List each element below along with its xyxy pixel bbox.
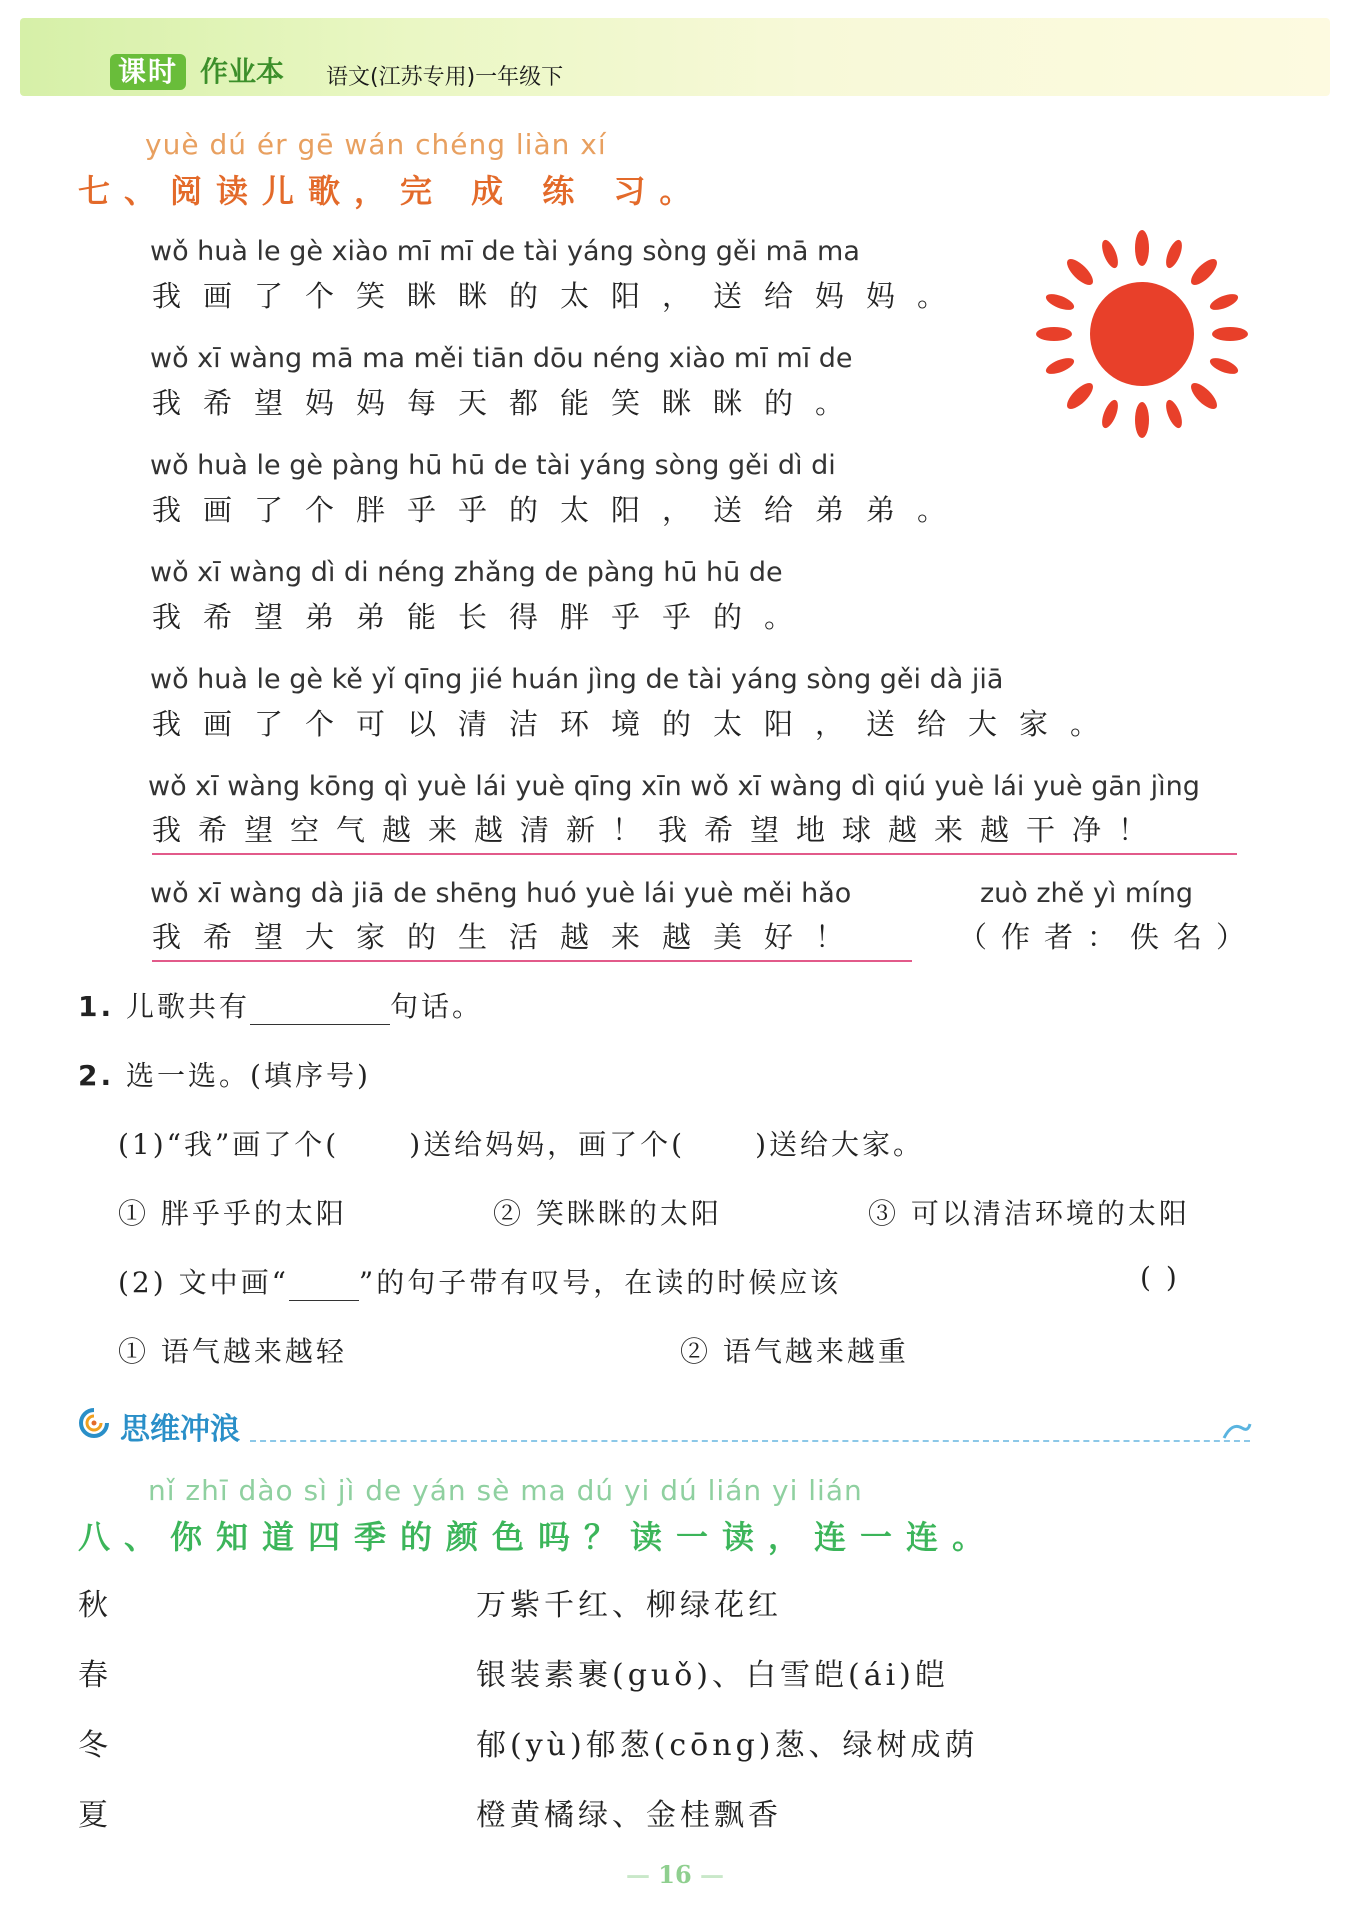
question-2-1 [118,1123,924,1163]
option-3: ③ 可以清洁环境的太阳 [868,1197,1190,1230]
sun-icon [1030,230,1250,440]
question-1-pre: 儿歌共有 [126,990,251,1023]
question-2 [78,1054,371,1094]
thinking-label: 思维冲浪 [120,1412,240,1447]
section8-pinyin: nǐ zhī dào sì jì de yán sè ma dú yi dú lián yi lián [148,1474,863,1507]
logo-keshi: 课时 [110,54,186,90]
question-1-post: 句话。 [390,990,484,1023]
poem-line-4: 我希望弟弟能长得胖乎乎的。 [152,600,816,634]
swirl-icon [74,1406,112,1440]
poem-pinyin-1: wǒ huà le gè xiào mī mī de tài yáng sòng gěi mā ma [150,236,860,267]
underline-sample [289,1274,359,1301]
description-3[interactable]: 郁(yù)郁葱(cōng)葱、绿树成荫 [476,1728,979,1763]
page-number: — 16 — [625,1860,725,1889]
poem-pinyin-3: wǒ huà le gè pàng hū hū de tài yáng sòng gěi dì di [150,450,836,481]
question-2-2 [118,1261,841,1301]
question-2-text: 选一选。(填序号) [126,1059,371,1092]
description-1[interactable]: 万紫千红、柳绿花红 [476,1588,782,1623]
poem-line-5: 我画了个可以清洁环境的太阳，送给大家。 [152,707,1122,741]
section7-title: 七、阅读儿歌，完 成 练 习。 [78,172,706,210]
answer-blank[interactable] [250,998,390,1025]
thinking-divider [250,1440,1250,1442]
option-2: ② 笑眯眯的太阳 [493,1197,722,1230]
poem-line-1: 我画了个笑眯眯的太阳，送给妈妈。 [152,279,969,313]
poem-pinyin-5: wǒ huà le gè kě yǐ qīng jié huán jìng de tài yáng sòng gěi dà jiā [150,664,1004,695]
poem-pinyin-2: wǒ xī wàng mā ma měi tiān dōu néng xiào mī mī de [150,343,853,374]
question-1 [78,985,483,1025]
season-4[interactable]: 夏 [78,1798,108,1833]
poem-pinyin-4: wǒ xī wàng dì di néng zhǎng de pàng hū hū de [150,557,783,588]
description-4[interactable]: 橙黄橘绿、金桂飘香 [476,1798,782,1833]
answer-paren-3[interactable]: ( ) [1140,1261,1180,1294]
section7-pinyin: yuè dú ér gē wán chéng liàn xí [145,128,607,161]
wave-icon [1222,1420,1252,1442]
season-2[interactable]: 春 [78,1658,108,1693]
book-subtitle: 语文(江苏专用)一年级下 [326,65,564,90]
question-1-number: 1. [78,990,115,1023]
season-1[interactable]: 秋 [78,1588,108,1623]
q2-2-part-b: ”的句子带有叹号，在读的时候应该 [358,1266,842,1299]
q2-1-part-a: (1)“我”画了个( [118,1128,340,1161]
poem-line-7-underlined: 我希望大家的生活越来越美好！ [152,915,912,962]
poem-line-3: 我画了个胖乎乎的太阳，送给弟弟。 [152,493,969,527]
author: （作者：佚名） [958,920,1260,954]
poem-line-6-underlined: 我希望空气越来越清新！我希望地球越来越干净！ [152,808,1237,855]
description-2[interactable]: 银装素裹(guǒ)、白雪皑(ái)皑 [476,1658,949,1693]
option-1: ① 胖乎乎的太阳 [118,1197,347,1230]
poem-line-2: 我希望妈妈每天都能笑眯眯的。 [152,386,867,420]
poem-pinyin-6: wǒ xī wàng kōng qì yuè lái yuè qīng xīn wǒ xī wàng dì qiú yuè lái yuè gān jìng [148,771,1200,802]
page-number-value: 16 [658,1860,692,1889]
logo-zuoyeben: 作业本 [200,55,285,88]
author-pinyin: zuò zhě yì míng [980,878,1193,909]
question-2-number: 2. [78,1059,115,1092]
q2-2-part-a: (2) 文中画“ [118,1266,289,1299]
option-2-2: ② 语气越来越重 [680,1335,909,1368]
poem-pinyin-7: wǒ xī wàng dà jiā de shēng huó yuè lái yuè měi hǎo [150,878,852,909]
option-2-1: ① 语气越来越轻 [118,1335,347,1368]
season-3[interactable]: 冬 [78,1728,108,1763]
q2-1-part-b: )送给妈妈，画了个( [409,1128,686,1161]
section8-title: 八、你知道四季的颜色吗？读一读，连一连。 [78,1518,999,1556]
q2-1-part-c: )送给大家。 [755,1128,925,1161]
